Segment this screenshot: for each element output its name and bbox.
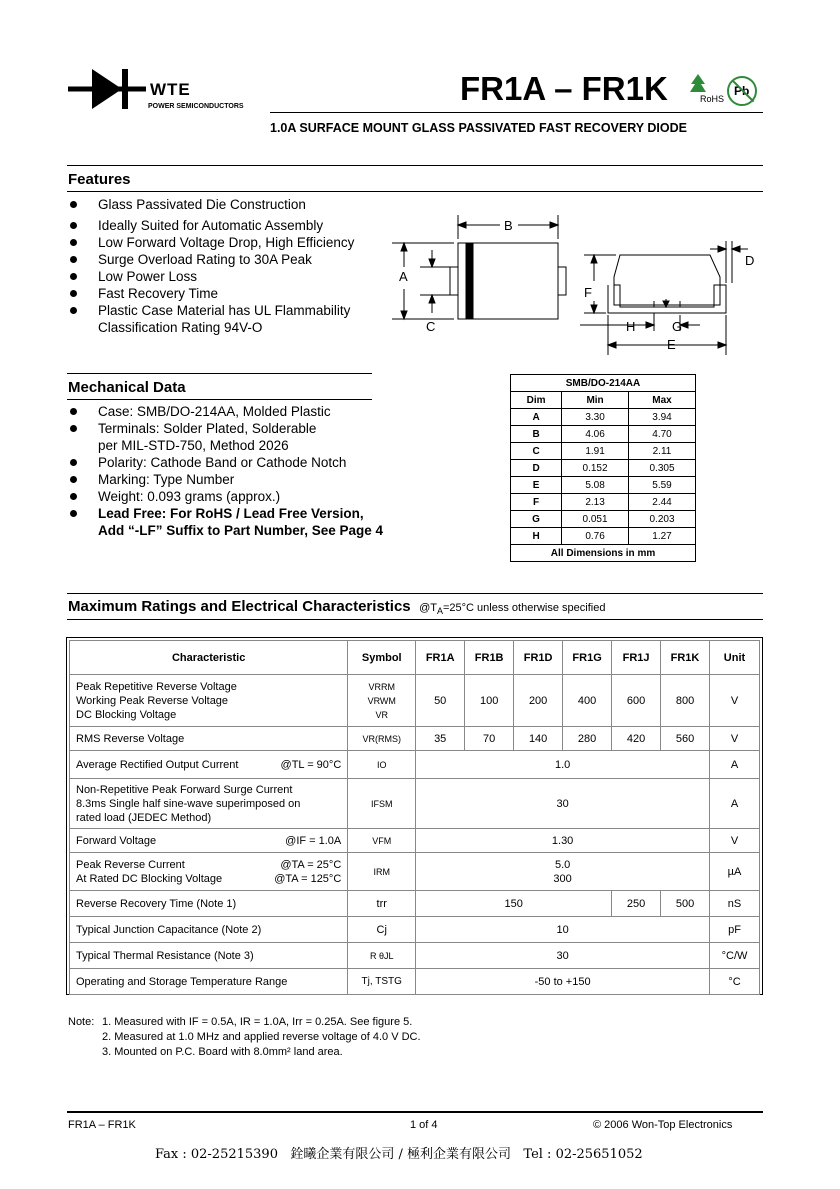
list-item: Weight: 0.093 grams (approx.): [68, 488, 383, 505]
dim-label: C: [426, 319, 436, 334]
table-row: A 3.30 3.94: [511, 409, 696, 426]
list-item: Fast Recovery Time: [68, 285, 354, 302]
rohs-tree-icon: [690, 74, 706, 94]
notes-label: Note:: [68, 1016, 95, 1028]
package-outline-diagram: [380, 205, 770, 365]
note-item: 1. Measured with IF = 0.5A, IR = 1.0A, Irr = 0.25A. See figure 5.: [102, 1016, 413, 1028]
list-item: Plastic Case Material has UL Flammability: [68, 302, 354, 319]
table-row: C 1.91 2.11: [511, 443, 696, 460]
logo-text: WTE: [150, 80, 191, 99]
rohs-badge: RoHS: [690, 74, 726, 106]
list-item: Lead Free: For RoHS / Lead Free Version,: [68, 505, 383, 522]
list-item: per MIL-STD-750, Method 2026: [98, 438, 289, 453]
table-row: Peak Repetitive Reverse Voltage Working Peak Reverse Voltage DC Blocking Voltage VRRM VRWM VR 50 100 200 400 600 800 V: [70, 675, 760, 727]
table-row: Reverse Recovery Time (Note 1) trr 150 250 500 nS: [70, 891, 760, 917]
features-heading: Features: [68, 171, 131, 188]
list-item: Classification Rating 94V-O: [98, 320, 263, 335]
mechanical-list: [68, 403, 383, 539]
table-row: G 0.051 0.203: [511, 511, 696, 528]
list-item: Marking: Type Number: [68, 471, 383, 488]
dim-label: A: [399, 269, 408, 284]
table-row: RMS Reverse Voltage VR(RMS) 35 70 140 280 420 560 V: [70, 727, 760, 751]
ratings-table: Characteristic Symbol FR1A FR1B FR1D FR1G FR1J FR1K Unit Peak Repetitive Reverse Voltage Working Peak Reverse Voltage DC Blocking Voltage VRRM VRWM VR 50 100 200 400 600 800 V RMS Reverse Voltage VR(RMS) 35 70 140 280 420 560 V Average Rectified Output Current @TL = 90°C IO 1.0 A Non-Repetitive Peak Forward Surge Current 8.3ms Single half sine-wave superimposed on rated load (JEDEC Method) IFSM 30 A Forward Voltage @IF = 1.0A VFM 1.30 V Peak Reverse Current @TA = 25°C At Rated DC Blocking Voltage @TA = 125°C IRM 5.0 300 µA Reverse Recovery Time (Note 1) trr 150 250 500 nS Typical Junction Capacitance (Note 2) Cj 10 pF Typical Thermal Resistance (Note 3) R θJL 30 °C/W Operating and Storage Temperature Range Tj, TSTG -50 to +150 °C: [69, 640, 760, 995]
dim-label: G: [672, 319, 683, 334]
footer-rule: [67, 1111, 763, 1113]
dim-label: B: [504, 218, 513, 233]
ratings-condition: $@T_A=25^\circ C$ unless otherwise specified: [419, 602, 606, 617]
page-subtitle: 1.0A SURFACE MOUNT GLASS PASSIVATED FAST RECOVERY DIODE: [270, 121, 687, 135]
page-title: FR1A – FR1K: [460, 70, 668, 107]
list-item: Glass Passivated Die Construction: [68, 196, 354, 213]
features-list: [68, 196, 354, 336]
table-row: Average Rectified Output Current @TL = 90°C IO 1.0 A: [70, 751, 760, 779]
dim-label: D: [745, 253, 755, 268]
fax-line: Fax : 02-25215390 銓曦企業有限公司 / 極利企業有限公司 Tel : 02-25651052: [155, 1147, 643, 1162]
note-item: 2. Measured at 1.0 MHz and applied reverse voltage of 4.0 V DC.: [102, 1031, 421, 1043]
table-row: Non-Repetitive Peak Forward Surge Current 8.3ms Single half sine-wave superimposed on rated load (JEDEC Method) IFSM 30 A: [70, 779, 760, 829]
mechanical-heading: Mechanical Data: [68, 379, 186, 396]
notes-list: [102, 1015, 421, 1060]
list-item: Low Forward Voltage Drop, High Efficiency: [68, 234, 354, 251]
table-row: Operating and Storage Temperature Range Tj, TSTG -50 to +150 °C: [70, 969, 760, 995]
pb-free-icon: Pb: [727, 76, 757, 106]
table-row: F 2.13 2.44: [511, 494, 696, 511]
dimension-table: SMB/DO-214AA Dim Min Max A 3.30 3.94 B 4.06 4.70 C 1.91 2.11 D 0.152 0.305 E 5.08 5.59 F 2.13 2.44 G 0.051 0.203 H 0.76 1.27 All Dimensions in mm: [510, 374, 696, 562]
list-item: Polarity: Cathode Band or Cathode Notch: [68, 454, 383, 471]
table-row: B 4.06 4.70: [511, 426, 696, 443]
table-row: D 0.152 0.305: [511, 460, 696, 477]
list-item: Case: SMB/DO-214AA, Molded Plastic: [68, 403, 383, 420]
table-row: H 0.76 1.27: [511, 528, 696, 545]
table-row: E 5.08 5.59: [511, 477, 696, 494]
dim-label: F: [584, 285, 592, 300]
note-item: 3. Mounted on P.C. Board with 8.0mm² land area.: [102, 1046, 343, 1058]
dim-label: E: [667, 337, 676, 352]
dimension-table-title: SMB/DO-214AA: [511, 375, 696, 392]
list-item: Low Power Loss: [68, 268, 354, 285]
footer-page-number: 1 of 4: [410, 1119, 438, 1131]
list-item: Ideally Suited for Automatic Assembly: [68, 217, 354, 234]
logo-subtext: POWER SEMICONDUCTORS: [148, 103, 244, 110]
list-item: Surge Overload Rating to 30A Peak: [68, 251, 354, 268]
table-row: Peak Reverse Current @TA = 25°C At Rated DC Blocking Voltage @TA = 125°C IRM 5.0 300 µA: [70, 853, 760, 891]
header-rule: [270, 112, 763, 113]
dimension-table-footer: All Dimensions in mm: [511, 545, 696, 562]
footer-copyright: © 2006 Won-Top Electronics: [593, 1119, 733, 1131]
list-item: Add “-LF” Suffix to Part Number, See Page 4: [98, 523, 384, 538]
table-row: Typical Junction Capacitance (Note 2) Cj 10 pF: [70, 917, 760, 943]
diode-logo-icon: [68, 64, 148, 114]
footer-left: FR1A – FR1K: [68, 1119, 136, 1131]
table-row: Forward Voltage @IF = 1.0A VFM 1.30 V: [70, 829, 760, 853]
ratings-heading-line: [68, 598, 605, 616]
list-item: Terminals: Solder Plated, Solderable: [68, 420, 383, 437]
ratings-heading: Maximum Ratings and Electrical Characteristics: [68, 598, 411, 615]
table-row: Typical Thermal Resistance (Note 3) R θJL 30 °C/W: [70, 943, 760, 969]
dim-label: H: [626, 319, 636, 334]
